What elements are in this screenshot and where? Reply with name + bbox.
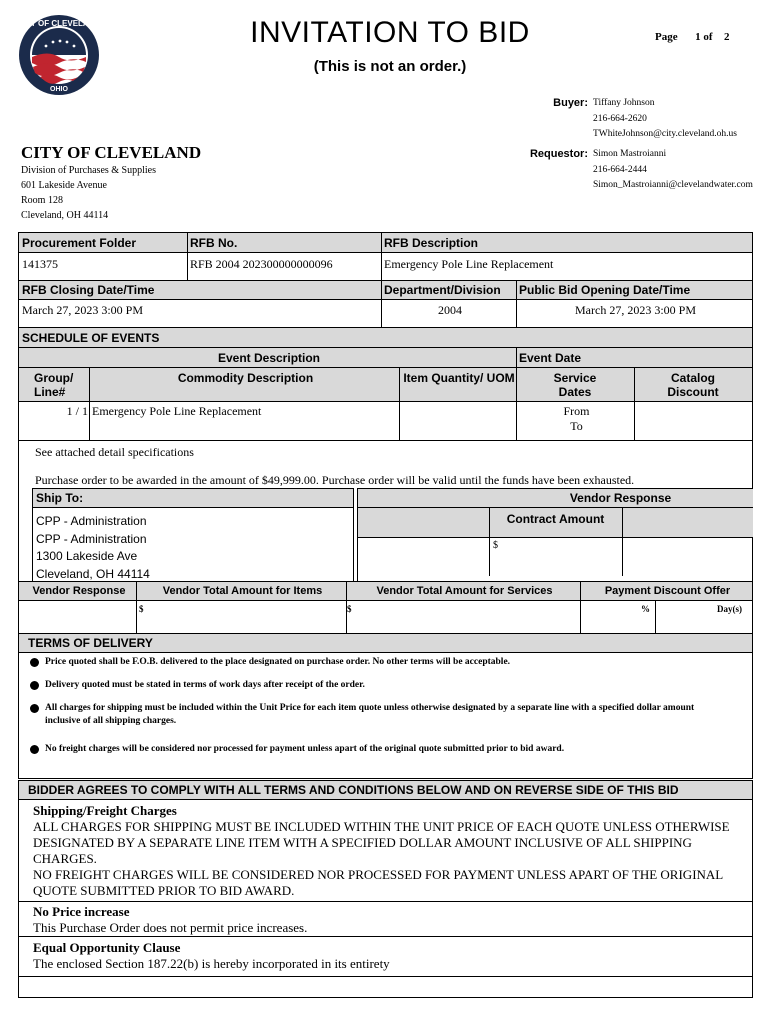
discount-days: Day(s) <box>717 604 742 614</box>
page-label: Page <box>655 31 678 43</box>
shipping-freight-body: ALL CHARGES FOR SHIPPING MUST BE INCLUDED WITHIN THE UNIT PRICE OF EACH QUOTE UNLESS OTHERWISE DESIGNATED BY A SEPARATE LINE ITEM WITH A SPECIFIED DOLLAR AMOUNT INCLUSIVE OF ALL SHIPPING CHARGES. NO FREIGHT CHARGES WILL BE CONSIDERED NOR PROCESSED FOR PAYMENT UNLESS APART OF THE ORIGINAL QUOTE SUBMITTED PRIOR TO BID AWARD. <box>33 819 730 898</box>
ship-to-line-4: Cleveland, OH 44114 <box>36 566 150 581</box>
payment-discount-label: Payment Discount Offer <box>604 585 731 597</box>
ship-to-address <box>32 508 354 582</box>
totals-vendor-response-input[interactable] <box>21 603 134 631</box>
delivery-bullet-1: Price quoted shall be F.O.B. delivered to the place designated on purchase order. No other terms will be acceptable. <box>45 657 511 667</box>
shipping-freight-section <box>33 803 748 899</box>
total-services-input[interactable] <box>355 603 578 631</box>
delivery-title: TERMS OF DELIVERY <box>19 634 752 653</box>
rfb-info-table <box>18 232 753 328</box>
service-dates-header: Service Dates <box>553 371 597 399</box>
delivery-bullet-3: All charges for shipping must be included within the Unit Price for each item quote unless otherwise designated by a separate line with a specified dollar amount inclusive of all shipping charges. <box>45 703 695 726</box>
discount-days-input[interactable] <box>657 603 715 631</box>
delivery-bullet-2: Delivery quoted must be stated in terms of work days after receipt of the order. <box>45 680 365 690</box>
org-address <box>21 163 156 223</box>
no-price-increase-section <box>33 904 748 936</box>
totals-vendor-response-label: Vendor Response <box>32 585 126 597</box>
bid-opening-label: Public Bid Opening Date/Time <box>519 283 691 297</box>
ship-to-line-3: 1300 Lakeside Ave <box>36 549 138 563</box>
schedule-note-specs: See attached detail specifications <box>35 445 194 459</box>
org-street: 601 Lakeside Avenue <box>21 180 107 191</box>
rfb-description-value: Emergency Pole Line Replacement <box>384 257 554 271</box>
rfb-closing-label: RFB Closing Date/Time <box>22 283 155 297</box>
buyer-label: Buyer: <box>553 97 588 109</box>
total-services-label: Vendor Total Amount for Services <box>376 585 553 597</box>
no-price-increase-body: This Purchase Order does not permit price increases. <box>33 920 308 935</box>
requestor-contact <box>593 147 770 194</box>
requestor-phone: 216-664-2444 <box>593 164 647 175</box>
schedule-note-award: Purchase order to be awarded in the amount of $49,999.00. Purchase order will be valid until the funds have been exhausted. <box>35 473 635 487</box>
service-dates-value <box>516 404 634 434</box>
equal-opportunity-heading: Equal Opportunity Clause <box>33 940 181 955</box>
org-room: Room 128 <box>21 195 63 206</box>
shipping-freight-heading: Shipping/Freight Charges <box>33 803 177 818</box>
bullet-icon <box>30 681 39 690</box>
discount-percent-input[interactable] <box>582 603 640 631</box>
agreement-title: BIDDER AGREES TO COMPLY WITH ALL TERMS AND CONDITIONS BELOW AND ON REVERSE SIDE OF THIS BID <box>19 781 752 800</box>
procurement-folder-label: Procurement Folder <box>22 236 137 250</box>
page-total: 2 <box>724 31 730 43</box>
document-subtitle: (This is not an order.) <box>313 58 467 75</box>
procurement-folder-value: 141375 <box>22 257 58 271</box>
buyer-phone: 216-664-2620 <box>593 113 647 124</box>
city-seal-logo <box>18 14 100 96</box>
vendor-response-box <box>357 488 752 583</box>
catalog-discount-header: Catalog Discount <box>667 371 719 399</box>
vendor-totals-table <box>18 581 753 634</box>
schedule-of-events <box>18 327 753 582</box>
contract-amount-input[interactable] <box>494 544 620 572</box>
event-date-header: Event Date <box>519 351 582 365</box>
total-items-input[interactable] <box>147 603 344 631</box>
contract-amount-dollar: $ <box>493 540 498 551</box>
org-division: Division of Purchases & Supplies <box>21 165 156 176</box>
bullet-icon <box>30 658 39 667</box>
delivery-bullets <box>18 633 753 779</box>
no-price-increase-heading: No Price increase <box>33 904 130 919</box>
commodity-header: Commodity Description <box>177 371 314 385</box>
discount-percent: % <box>641 604 650 614</box>
bid-opening-value: March 27, 2023 3:00 PM <box>575 303 696 317</box>
requestor-name: Simon Mastroianni <box>593 149 667 159</box>
schedule-title: SCHEDULE OF EVENTS <box>19 328 752 348</box>
equal-opportunity-body: The enclosed Section 187.22(b) is hereby incorporated in its entirety <box>33 956 390 971</box>
svg-text:CITY OF CLEVELAND: CITY OF CLEVELAND <box>18 19 100 28</box>
event-description-header: Event Description <box>217 351 321 365</box>
page-of: of <box>703 31 713 43</box>
commodity-value: Emergency Pole Line Replacement <box>92 404 262 418</box>
total-services-dollar: $ <box>347 604 352 614</box>
buyer-name: Tiffany Johnson <box>593 98 655 108</box>
bullet-icon <box>30 704 39 713</box>
vendor-response-header <box>358 488 753 508</box>
ship-to-label: Ship To: <box>36 491 84 505</box>
total-items-label: Vendor Total Amount for Items <box>162 585 323 597</box>
rfb-no-label: RFB No. <box>190 236 238 250</box>
equal-opportunity-section <box>33 940 748 972</box>
quantity-header: Item Quantity/ UOM <box>403 371 515 385</box>
vendor-response-title: Vendor Response <box>569 491 672 505</box>
ship-to-line-1: CPP - Administration <box>36 514 147 528</box>
agreement-section <box>18 780 753 998</box>
department-label: Department/Division <box>384 283 501 297</box>
service-from: From <box>563 404 590 418</box>
document-title: INVITATION TO BID <box>250 16 530 49</box>
buyer-contact <box>593 96 770 143</box>
requestor-email[interactable]: Simon_Mastroianni@clevelandwater.com <box>593 180 753 190</box>
group-line-value: 1 / 1 <box>66 404 88 418</box>
ship-to-header <box>32 488 354 508</box>
ship-to-line-2: CPP - Administration <box>36 531 147 546</box>
svg-text:OHIO: OHIO <box>50 86 68 93</box>
bullet-icon <box>30 745 39 754</box>
page-indicator <box>655 31 730 43</box>
vendor-response-input[interactable] <box>625 544 751 572</box>
service-to: To <box>570 419 583 433</box>
contract-amount-label: Contract Amount <box>506 512 605 526</box>
rfb-no-value: RFB 2004 202300000000096 <box>190 257 333 271</box>
department-value: 2004 <box>438 303 462 317</box>
page-current: 1 <box>695 31 701 43</box>
org-city: Cleveland, OH 44114 <box>21 210 109 221</box>
rfb-description-label: RFB Description <box>384 236 479 250</box>
buyer-email[interactable]: TWhiteJohnson@city.cleveland.oh.us <box>593 129 738 139</box>
total-items-dollar: $ <box>139 604 144 614</box>
rfb-closing-value: March 27, 2023 3:00 PM <box>22 303 143 317</box>
requestor-label: Requestor: <box>529 148 588 160</box>
org-name: CITY OF CLEVELAND <box>21 143 202 162</box>
group-line-header: Group/ Line# <box>34 371 74 399</box>
delivery-bullet-4: No freight charges will be considered nor processed for payment unless apart of the original quote submitted prior to bid award. <box>45 744 565 754</box>
